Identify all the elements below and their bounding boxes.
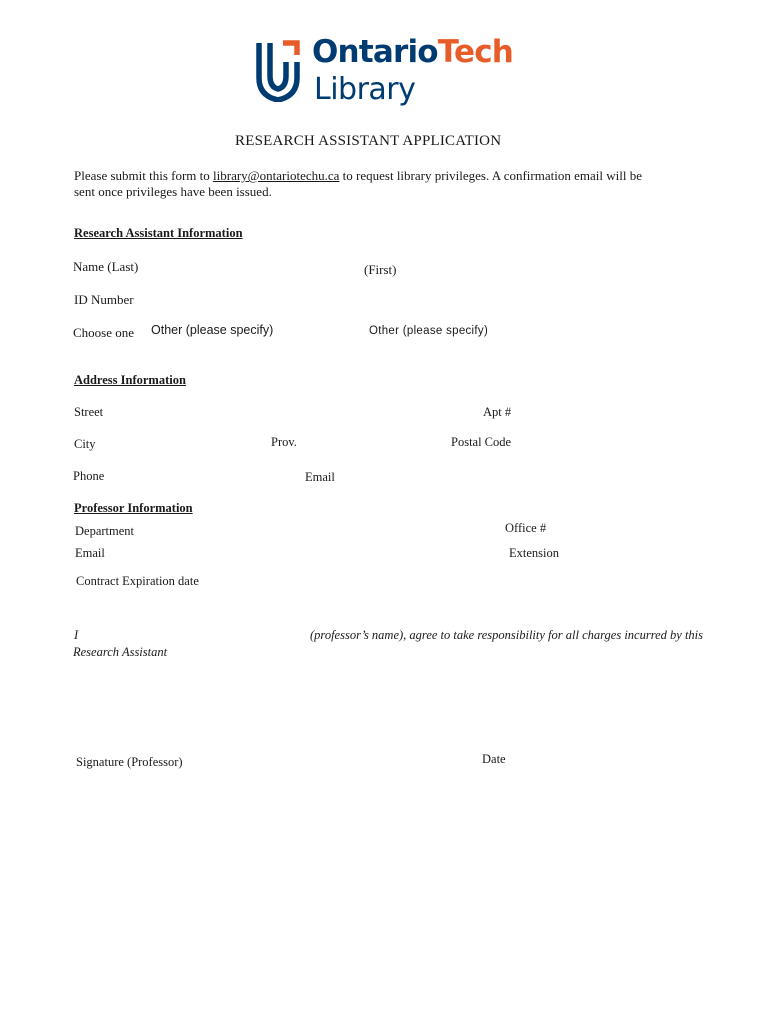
agreement-text: (professor’s name), agree to take responsibility for all charges incurred by this	[310, 628, 704, 642]
choose-one-label: Choose one	[73, 325, 135, 340]
id-number-label: ID Number	[74, 292, 134, 307]
signature-label: Signature (Professor)	[76, 755, 183, 769]
apt-field[interactable]	[520, 403, 674, 423]
brand-wordmark	[312, 34, 513, 70]
department-label: Department	[75, 524, 135, 538]
name-first-label: (First)	[364, 262, 397, 277]
intro-prefix: Please submit this form to	[74, 168, 214, 183]
street-field[interactable]	[115, 403, 469, 423]
agreement-start: I	[74, 628, 79, 642]
phone-field[interactable]	[112, 467, 286, 487]
address-section-heading: Address Information	[74, 373, 186, 387]
prov-label: Prov.	[271, 435, 297, 449]
ra-section-heading: Research Assistant Information	[74, 226, 243, 240]
phone-label: Phone	[73, 469, 105, 483]
professor-email-field[interactable]	[114, 544, 488, 564]
name-last-label: Name (Last)	[73, 259, 139, 274]
extension-field[interactable]	[568, 544, 692, 564]
shield-logo-icon	[256, 40, 302, 102]
intro-line-2: sent once privileges have been issued.	[74, 184, 272, 199]
professor-section-heading: Professor Information	[74, 501, 193, 515]
professor-name-field[interactable]	[86, 626, 305, 646]
street-label: Street	[74, 405, 104, 419]
office-field[interactable]	[555, 519, 689, 539]
city-label: City	[74, 437, 96, 451]
signature-field[interactable]	[76, 730, 380, 750]
prov-field[interactable]	[305, 433, 439, 453]
brand-subtitle: Library	[314, 72, 416, 107]
address-email-field[interactable]	[342, 468, 646, 488]
postal-code-field[interactable]	[520, 433, 674, 453]
department-field[interactable]	[145, 522, 479, 542]
intro-suffix: to request library privileges. A confirmation email will be	[339, 168, 642, 183]
office-label: Office #	[505, 521, 547, 535]
name-first-field[interactable]	[404, 258, 658, 278]
city-field[interactable]	[104, 434, 258, 454]
other-specify-label: Other (please specify)	[369, 325, 489, 337]
brand-word-ontario: Ontario	[312, 34, 438, 70]
name-last-field[interactable]	[148, 258, 352, 278]
id-number-field[interactable]	[142, 290, 366, 310]
contract-expiration-field[interactable]	[212, 572, 436, 592]
contract-expiration-label: Contract Expiration date	[76, 574, 199, 588]
page-title: RESEARCH ASSISTANT APPLICATION	[235, 133, 502, 149]
address-email-label: Email	[305, 470, 335, 484]
agreement-line-2: Research Assistant	[73, 645, 168, 659]
date-field[interactable]	[450, 728, 654, 748]
apt-label: Apt #	[483, 405, 512, 419]
extension-label: Extension	[509, 546, 559, 560]
role-select[interactable]: Other (please specify)	[151, 323, 274, 337]
ontariotech-library-logo	[256, 34, 516, 118]
professor-email-label: Email	[75, 546, 105, 560]
intro-line-1	[74, 168, 642, 184]
postal-code-label: Postal Code	[451, 435, 512, 449]
other-specify-field[interactable]	[490, 322, 694, 342]
date-label: Date	[482, 752, 506, 766]
brand-word-tech: Tech	[437, 34, 514, 70]
library-email-link[interactable]: library@ontariotechu.ca	[213, 168, 340, 183]
